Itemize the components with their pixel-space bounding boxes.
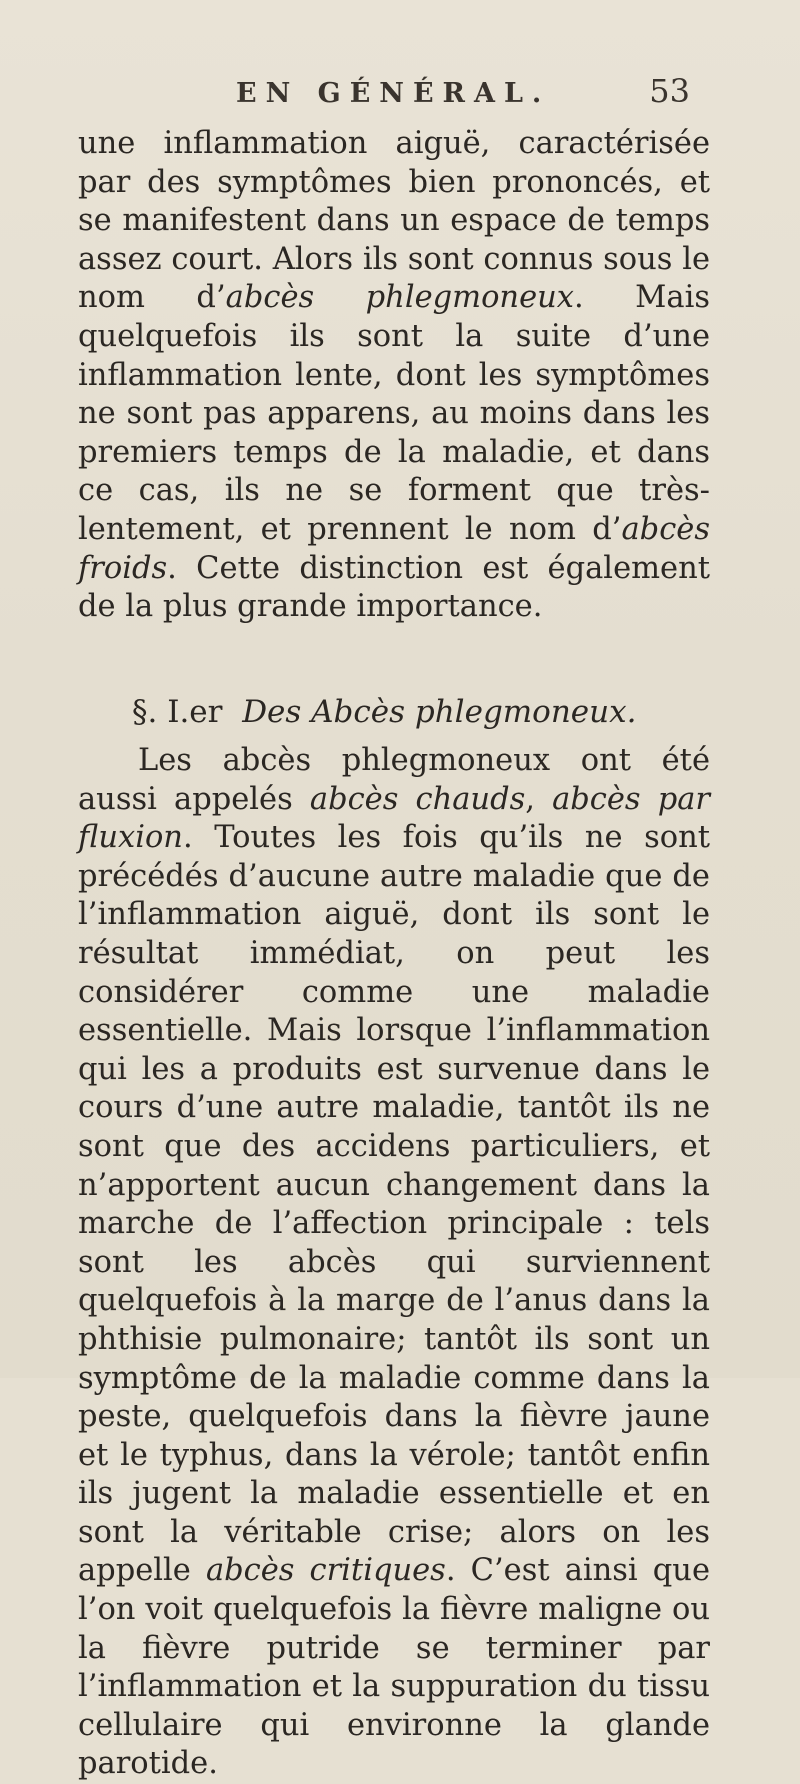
text-segment: ,: [525, 781, 553, 817]
section-title: Des Abcès phlegmoneux.: [242, 694, 637, 730]
running-head: EN GÉNÉRAL.: [236, 78, 551, 109]
italic-term: abcès par fluxion: [78, 781, 710, 856]
paragraph-abces-phlegmoneux: [78, 742, 710, 1784]
section-heading: [132, 692, 732, 732]
paragraph-text: [78, 125, 710, 627]
text-segment: Les abcès phlegmoneux ont été aussi appelés: [78, 743, 710, 817]
italic-term: abcès chauds: [309, 781, 526, 817]
text-segment: . Toutes les fois qu’ils ne sont précédés d’aucune autre maladie que de l’inflammation aiguë, dont ils sont le résultat immédiat, on peut les considérer comme une maladie essentielle. Mais lorsque l’inflammation qui les a produits est survenue dans le cours d’une autre maladie, tantôt ils ne sont que des accidens particuliers, et n’apportent aucun changement dans la marche de l’affection principale : tels sont les abcès qui surviennent quelquefois à la marge de l’anus dans la phthisie pulmonaire; tantôt ils sont un symptôme de la maladie comme dans la peste, quelquefois dans la fièvre jaune et le typhus, dans la vérole; tantôt enfin ils jugent la maladie essentielle et en sont la véritable crise; alors on les appelle: [78, 820, 710, 1589]
italic-term: abcès froids: [78, 511, 710, 586]
page-number: 53: [649, 72, 690, 110]
section-number: §. I.er: [132, 694, 223, 730]
paragraph-intro: [78, 125, 710, 627]
text-segment: . Cette distinction est également de la plus grande importance.: [78, 550, 710, 625]
italic-term: abcès phlegmoneux: [225, 280, 574, 316]
italic-term: abcès critiques: [205, 1553, 446, 1589]
text-segment: une inflammation aiguë, caractérisée par des symptômes bien prononcés, et se manifestent dans un espace de temps assez court. Alors ils sont connus sous le nom d’: [78, 126, 710, 316]
page-header: [0, 72, 800, 114]
paragraph-text: [78, 742, 710, 1784]
text-segment: . Mais quelquefois ils sont la suite d’une inflammation lente, dont les symptômes ne sont pas apparens, au moins dans les premiers temps de la maladie, et dans ce cas, ils ne se forment que très-lentement, et prennent le nom d’: [78, 280, 710, 547]
text-segment: . C’est ainsi que l’on voit quelquefois la fièvre maligne ou la fièvre putride se terminer par l’inflammation et la suppuration du tissu cellulaire qui environne la glande parotide.: [78, 1553, 710, 1782]
